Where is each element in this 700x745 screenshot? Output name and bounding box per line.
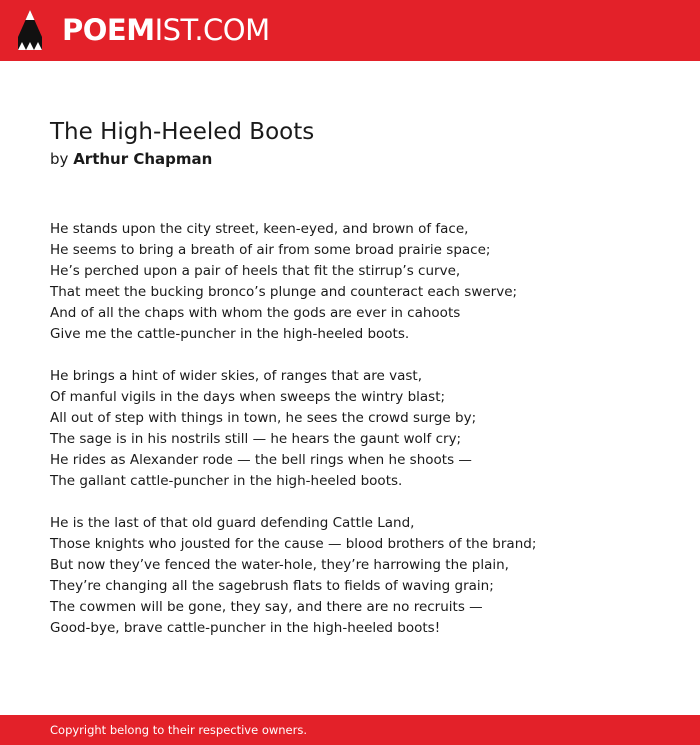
poem-line: Of manful vigils in the days when sweeps the wintry blast; bbox=[50, 389, 446, 405]
poem-line: They’re changing all the sagebrush flats to fields of waving grain; bbox=[50, 578, 494, 594]
author-name: Arthur Chapman bbox=[73, 150, 213, 168]
poem-line: He’s perched upon a pair of heels that fit the stirrup’s curve, bbox=[50, 263, 461, 279]
poem-line: The gallant cattle-puncher in the high-heeled boots. bbox=[50, 473, 403, 489]
site-footer bbox=[0, 715, 700, 745]
copyright-text: Copyright belong to their respective owners. bbox=[50, 723, 308, 737]
poem-container bbox=[50, 117, 670, 660]
stanza bbox=[50, 219, 670, 345]
stanza bbox=[50, 366, 670, 492]
poem-line: The cowmen will be gone, they say, and there are no recruits — bbox=[50, 599, 483, 615]
poem-byline bbox=[50, 149, 670, 169]
poem-line: He stands upon the city street, keen-eyed, and brown of face, bbox=[50, 221, 469, 237]
poem-line: He is the last of that old guard defending Cattle Land, bbox=[50, 515, 415, 531]
poem-line: He rides as Alexander rode — the bell rings when he shoots — bbox=[50, 452, 472, 468]
poem-line: He brings a hint of wider skies, of ranges that are vast, bbox=[50, 368, 423, 384]
pencil-tip-icon[interactable] bbox=[17, 9, 43, 51]
poem-line: He seems to bring a breath of air from some broad prairie space; bbox=[50, 242, 491, 258]
poem-line: The sage is in his nostrils still — he hears the gaunt wolf cry; bbox=[50, 431, 462, 447]
poem-line: And of all the chaps with whom the gods are ever in cahoots bbox=[50, 305, 461, 321]
poem-line: That meet the bucking bronco’s plunge and counteract each swerve; bbox=[50, 284, 518, 300]
poem-line: But now they’ve fenced the water-hole, they’re harrowing the plain, bbox=[50, 557, 509, 573]
site-header bbox=[0, 0, 700, 61]
poem-body bbox=[50, 219, 670, 639]
poem-line: Good-bye, brave cattle-puncher in the high-heeled boots! bbox=[50, 620, 441, 636]
brand-light: IST.COM bbox=[154, 13, 270, 47]
stanza bbox=[50, 513, 670, 639]
poem-line: Those knights who jousted for the cause — blood brothers of the brand; bbox=[50, 536, 537, 552]
poem-title: The High-Heeled Boots bbox=[50, 119, 315, 145]
poem-line: Give me the cattle-puncher in the high-heeled boots. bbox=[50, 326, 410, 342]
by-label: by bbox=[50, 150, 69, 168]
brand-strong: POEM bbox=[62, 13, 155, 47]
site-logo-text[interactable] bbox=[62, 12, 270, 48]
poem-line: All out of step with things in town, he sees the crowd surge by; bbox=[50, 410, 477, 426]
